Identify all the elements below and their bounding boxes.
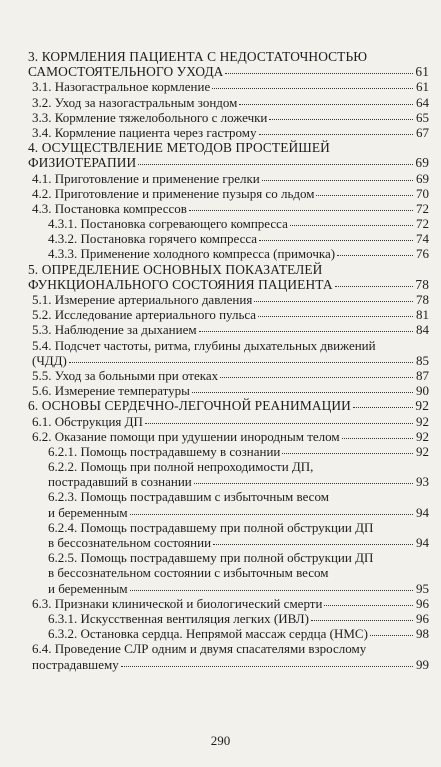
dot-leader — [130, 514, 413, 515]
toc-chapter — [28, 49, 429, 79]
toc-line — [28, 444, 429, 459]
toc-entry-text: 5.2. Исследование артериального пульса — [32, 307, 257, 323]
toc-section — [28, 171, 429, 186]
toc-page-number: 94 — [416, 535, 429, 550]
toc-entry-text: 3.3. Кормление тяжелобольного с ложечки — [32, 109, 268, 125]
toc-page-number: 84 — [416, 322, 429, 338]
toc-section — [28, 641, 429, 671]
dot-leader — [199, 331, 413, 332]
toc-entry-text: 4. ОСУЩЕСТВЛЕНИЕ МЕТОДОВ ПРОСТЕЙШЕЙ — [28, 140, 330, 156]
toc-page-number: 61 — [415, 64, 429, 80]
toc-line — [28, 565, 429, 580]
toc-page-number: 95 — [416, 580, 429, 596]
toc-subsection — [28, 216, 429, 231]
toc-entry-text: (ЧДД) — [32, 352, 67, 368]
dot-leader — [212, 88, 413, 89]
toc-page-number: 72 — [416, 216, 429, 232]
toc-line — [28, 368, 429, 383]
toc-subsection — [28, 444, 429, 459]
toc-entry-text: и беременным — [48, 504, 128, 520]
toc-entry-text: 5.1. Измерение артериального давления — [32, 292, 253, 307]
table-of-contents — [0, 49, 441, 672]
toc-page-number: 98 — [416, 626, 429, 642]
toc-subsection — [28, 231, 429, 246]
toc-line — [28, 262, 429, 277]
dot-leader — [353, 407, 413, 408]
toc-entry-text: 3.4. Кормление пациента через гастрому — [32, 124, 257, 140]
dot-leader — [213, 544, 413, 545]
toc-entry-text: 3.2. Уход за назогастральным зондом — [32, 94, 238, 110]
toc-section — [28, 429, 429, 444]
toc-line — [28, 414, 429, 429]
toc-entry-text: 3. КОРМЛЕНИЯ ПАЦИЕНТА С НЕДОСТАТОЧНОСТЬЮ — [28, 49, 368, 64]
toc-entry-text: 5.4. Подсчет частоты, ритма, глубины дыхательных движений — [32, 337, 376, 353]
toc-section — [28, 125, 429, 140]
toc-line — [28, 596, 429, 611]
toc-page-number: 94 — [416, 504, 429, 520]
toc-chapter — [28, 262, 429, 292]
toc-line — [28, 505, 429, 520]
toc-line — [28, 353, 429, 368]
dot-leader — [290, 225, 413, 226]
dot-leader — [259, 240, 413, 241]
toc-page-number: 65 — [416, 109, 429, 125]
toc-section — [28, 322, 429, 337]
toc-section — [28, 292, 429, 307]
toc-page-number: 85 — [416, 352, 429, 368]
toc-line — [28, 611, 429, 626]
toc-section — [28, 110, 429, 125]
dot-leader — [138, 164, 413, 165]
toc-entry-text: САМОСТОЯТЕЛЬНОГО УХОДА — [28, 64, 224, 80]
toc-line — [28, 216, 429, 231]
toc-entry-text: 4.3.3. Применение холодного компресса (примочка) — [48, 246, 336, 262]
toc-line — [28, 277, 429, 292]
toc-section — [28, 596, 429, 611]
toc-entry-text: в бессознательном состоянии с избыточным весом — [48, 565, 329, 581]
dot-leader — [258, 316, 413, 317]
toc-page-number: 96 — [416, 595, 429, 611]
toc-entry-text: 6.2.4. Помощь пострадавшему при полной обструкции ДП — [48, 519, 374, 535]
toc-entry-text: 6.2. Оказание помощи при удушении инородным телом — [32, 428, 340, 444]
toc-subsection — [28, 520, 429, 550]
dot-leader — [342, 438, 413, 439]
toc-entry-text: пострадавший в сознании — [48, 474, 192, 490]
toc-entry-text: 5.6. Измерение температуры — [32, 383, 190, 399]
toc-entry-text: 3.1. Назогастральное кормление — [32, 79, 211, 95]
dot-leader — [259, 134, 413, 135]
toc-entry-text: 6.2.1. Помощь пострадавшему в сознании — [48, 443, 281, 459]
toc-subsection — [28, 489, 429, 519]
toc-section — [28, 414, 429, 429]
toc-page-number: 93 — [416, 474, 429, 490]
dot-leader — [370, 635, 413, 636]
toc-line — [28, 581, 429, 596]
toc-page-number: 69 — [416, 170, 429, 186]
dot-leader — [311, 620, 413, 621]
toc-line — [28, 49, 429, 64]
toc-page-number: 70 — [416, 185, 429, 201]
toc-line — [28, 489, 429, 504]
toc-chapter — [28, 398, 429, 413]
toc-entry-text: ФИЗИОТЕРАПИИ — [28, 155, 137, 171]
toc-entry-text: 4.1. Приготовление и применение грелки — [32, 170, 260, 186]
page-number: 290 — [210, 733, 231, 748]
toc-line — [28, 398, 429, 413]
toc-section — [28, 383, 429, 398]
dot-leader — [316, 195, 413, 196]
dot-leader — [220, 377, 413, 378]
toc-section — [28, 338, 429, 368]
toc-line — [28, 641, 429, 656]
toc-line — [28, 292, 429, 307]
dot-leader — [145, 423, 413, 424]
toc-entry-text: ФУНКЦИОНАЛЬНОГО СОСТОЯНИЯ ПАЦИЕНТА — [28, 276, 333, 292]
toc-page-number: 90 — [416, 383, 429, 399]
toc-entry-text: 5. ОПРЕДЕЛЕНИЕ ОСНОВНЫХ ПОКАЗАТЕЛЕЙ — [28, 261, 323, 277]
toc-line — [28, 231, 429, 246]
toc-page-number: 92 — [416, 413, 429, 429]
toc-page-number: 69 — [415, 155, 429, 171]
toc-entry-text: 6.3. Признаки клинической и биологический смерти — [32, 595, 323, 611]
toc-page-number: 87 — [416, 367, 429, 383]
toc-line — [28, 186, 429, 201]
toc-page-number: 64 — [416, 94, 429, 110]
dot-leader — [324, 605, 413, 606]
toc-page-number: 92 — [415, 398, 429, 414]
toc-section — [28, 186, 429, 201]
dot-leader — [194, 483, 413, 484]
toc-line — [28, 383, 429, 398]
toc-line — [28, 520, 429, 535]
toc-entry-text: и беременным — [48, 580, 128, 596]
toc-line — [28, 322, 429, 337]
toc-page-number: 76 — [416, 246, 429, 262]
dot-leader — [282, 453, 413, 454]
toc-chapter — [28, 140, 429, 170]
toc-section — [28, 307, 429, 322]
toc-line — [28, 307, 429, 322]
toc-line — [28, 110, 429, 125]
dot-leader — [189, 210, 413, 211]
dot-leader — [239, 104, 413, 105]
toc-entry-text: 6.2.5. Помощь пострадавшему при полной обструкции ДП — [48, 550, 374, 566]
toc-line — [28, 338, 429, 353]
toc-entry-text: 6.3.1. Искусственная вентиляция легких (ИВЛ) — [48, 610, 309, 626]
toc-entry-text: 6.4. Проведение СЛР одним и двумя спасателями взрослому — [32, 641, 367, 657]
toc-entry-text: 6.3.2. Остановка сердца. Непрямой массаж сердца (НМС) — [48, 626, 368, 642]
toc-entry-text: 6.2.3. Помощь пострадавшим с избыточным весом — [48, 489, 329, 505]
dot-leader — [269, 119, 413, 120]
toc-entry-text: 5.5. Уход за больными при отеках — [32, 367, 219, 383]
toc-page-number: 67 — [416, 124, 429, 140]
toc-line — [28, 535, 429, 550]
dot-leader — [254, 301, 413, 302]
toc-line — [28, 64, 429, 79]
toc-subsection — [28, 626, 429, 641]
toc-line — [28, 626, 429, 641]
dot-leader — [262, 180, 413, 181]
toc-entry-text: 4.3.1. Постановка согревающего компресса — [48, 216, 288, 232]
toc-entry-text: 5.3. Наблюдение за дыханием — [32, 322, 197, 338]
dot-leader — [130, 590, 413, 591]
dot-leader — [69, 362, 413, 363]
toc-section — [28, 368, 429, 383]
toc-subsection — [28, 246, 429, 261]
toc-entry-text: 4.3.2. Постановка горячего компресса — [48, 231, 258, 247]
toc-section — [28, 95, 429, 110]
toc-page-number: 92 — [416, 428, 429, 444]
toc-page-number: 92 — [416, 443, 429, 459]
toc-line — [28, 550, 429, 565]
toc-page-number: 61 — [416, 79, 429, 95]
toc-line — [28, 459, 429, 474]
toc-line — [28, 171, 429, 186]
dot-leader — [335, 286, 413, 287]
toc-subsection — [28, 550, 429, 596]
toc-line — [28, 95, 429, 110]
toc-entry-text: в бессознательном состоянии — [48, 535, 212, 550]
toc-line — [28, 429, 429, 444]
toc-page-number: 78 — [416, 292, 429, 307]
toc-section — [28, 79, 429, 94]
toc-entry-text: пострадавшему — [32, 656, 119, 672]
toc-entry-text: 6. ОСНОВЫ СЕРДЕЧНО-ЛЕГОЧНОЙ РЕАНИМАЦИИ — [28, 398, 351, 414]
toc-subsection — [28, 459, 429, 489]
dot-leader — [192, 392, 413, 393]
toc-line — [28, 125, 429, 140]
toc-line — [28, 657, 429, 672]
dot-leader — [121, 666, 413, 667]
toc-line — [28, 140, 429, 155]
dot-leader — [337, 255, 413, 256]
toc-line — [28, 474, 429, 489]
toc-page-number: 74 — [416, 231, 429, 247]
dot-leader — [225, 73, 413, 74]
toc-entry-text: 4.2. Приготовление и применение пузыря со льдом — [32, 185, 315, 201]
toc-line — [28, 246, 429, 261]
toc-entry-text: 6.2.2. Помощь при полной непроходимости ДП, — [48, 459, 314, 475]
toc-entry-text: 4.3. Постановка компрессов — [32, 200, 187, 216]
toc-page-number: 72 — [416, 200, 429, 216]
toc-section — [28, 201, 429, 216]
toc-subsection — [28, 611, 429, 626]
toc-page-number: 81 — [416, 307, 429, 323]
toc-line — [28, 155, 429, 170]
toc-line — [28, 201, 429, 216]
toc-line — [28, 79, 429, 94]
toc-page-number: 96 — [416, 610, 429, 626]
toc-entry-text: 6.1. Обструкция ДП — [32, 413, 143, 429]
toc-page-number: 99 — [416, 656, 429, 672]
toc-page-number: 78 — [415, 276, 429, 292]
